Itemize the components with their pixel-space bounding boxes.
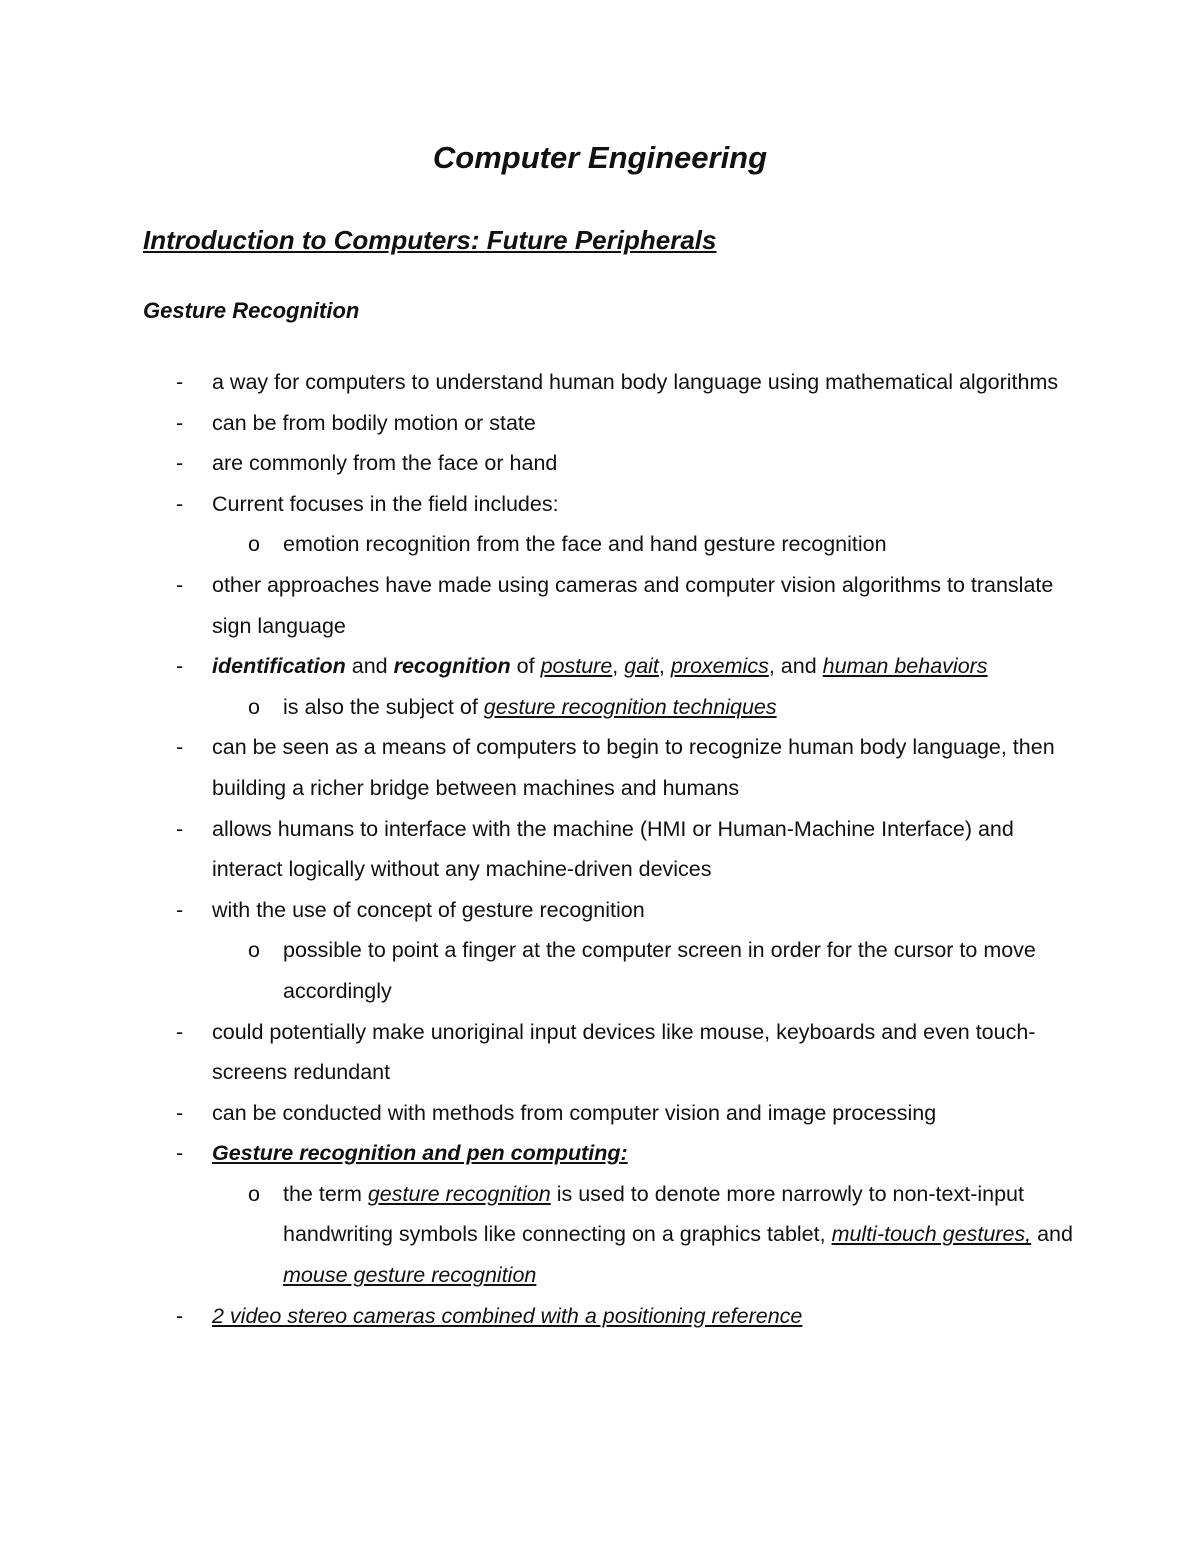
dash-bullet-icon: -	[176, 370, 184, 394]
text-run: and	[1031, 1222, 1073, 1247]
circle-bullet-icon: o	[248, 532, 260, 557]
text-run: the term	[283, 1181, 368, 1206]
list-item	[0, 890, 1072, 931]
dash-bullet-icon: -	[176, 816, 184, 841]
dash-bullet-icon: -	[176, 1100, 184, 1125]
text-run: multi-touch gestures,	[831, 1222, 1032, 1247]
dash-bullet-icon: -	[176, 410, 184, 435]
text-run: can be from bodily motion or state	[212, 410, 536, 435]
dash-bullet-icon: -	[176, 451, 184, 476]
circle-bullet-icon: o	[248, 1181, 260, 1206]
list-item	[0, 362, 1072, 403]
bullet-list	[0, 362, 1200, 1336]
text-run: and	[345, 654, 394, 679]
sub-list-item	[0, 930, 1073, 1011]
text-run: with the use of concept of gesture recognition	[212, 897, 645, 922]
text-run: gesture recognition techniques	[483, 694, 777, 719]
document-title: Computer Engineering	[432, 140, 768, 175]
list-item	[0, 403, 1072, 444]
text-run: identification	[212, 654, 346, 679]
dash-bullet-icon: -	[176, 1019, 184, 1044]
text-run: 2 video stereo cameras combined with a positioning reference	[212, 1303, 803, 1328]
dash-bullet-icon: -	[176, 735, 184, 760]
text-run: is also the subject of	[283, 694, 484, 719]
dash-bullet-icon: -	[176, 897, 184, 922]
text-run: of	[510, 654, 541, 679]
sub-list-item	[0, 1174, 1073, 1296]
text-run: other approaches have made using cameras and computer vision algorithms to translate sign language	[212, 572, 1054, 638]
text-run: recognition	[393, 654, 511, 679]
text-run: proxemics	[670, 654, 769, 679]
sub-list-item	[0, 524, 1073, 565]
list-item	[0, 1012, 1072, 1093]
text-run: possible to point a finger at the computer screen in order for the cursor to move accordingly	[283, 938, 1036, 1003]
dash-bullet-icon: -	[176, 491, 184, 516]
text-run: could potentially make unoriginal input devices like mouse, keyboards and even touch-screens redundant	[212, 1019, 1036, 1085]
subsection-title: Gesture Recognition	[143, 298, 360, 323]
list-item	[0, 646, 1072, 687]
list-item	[0, 565, 1072, 646]
text-run: posture	[540, 654, 613, 679]
text-run: , and	[768, 654, 823, 679]
text-run: is used to denote more narrowly to non-text-input handwriting symbols like connecting on a graphics tablet,	[283, 1181, 1024, 1247]
text-run: human behaviors	[822, 654, 988, 679]
dash-bullet-icon: -	[176, 654, 184, 679]
dash-bullet-icon: -	[176, 1141, 184, 1166]
circle-bullet-icon: o	[248, 938, 260, 963]
text-run: mouse gesture recognition	[283, 1263, 537, 1288]
dash-bullet-icon: -	[176, 572, 184, 597]
text-run: can be seen as a means of computers to begin to recognize human body language, then building a richer bridge between machines and humans	[212, 735, 1055, 800]
text-run: are commonly from the face or hand	[212, 451, 558, 476]
list-item	[0, 1296, 1072, 1337]
text-run: allows humans to interface with the machine (HMI or Human-Machine Interface) and interact logically without any machine-driven devices	[212, 816, 1014, 882]
text-run: Gesture recognition and pen computing:	[212, 1141, 628, 1166]
list-item	[0, 727, 1072, 808]
text-run: gesture recognition	[367, 1181, 551, 1206]
text-run: ,	[658, 654, 671, 679]
list-item	[0, 809, 1072, 890]
sub-list-item	[0, 687, 1073, 728]
circle-bullet-icon: o	[248, 694, 260, 719]
list-item	[0, 484, 1072, 525]
list-item	[0, 1133, 1072, 1174]
text-run: a way for computers to understand human body language using mathematical algorithms	[212, 370, 1059, 394]
list-item	[0, 1093, 1072, 1134]
text-run: gait	[624, 654, 659, 679]
list-item	[0, 443, 1072, 484]
text-run: can be conducted with methods from computer vision and image processing	[212, 1100, 937, 1125]
text-run: emotion recognition from the face and hand gesture recognition	[283, 532, 887, 557]
section-title: Introduction to Computers: Future Peripherals	[143, 225, 717, 255]
dash-bullet-icon: -	[176, 1303, 184, 1328]
text-run: Current focuses in the field includes:	[212, 491, 559, 516]
text-run: ,	[612, 654, 625, 679]
